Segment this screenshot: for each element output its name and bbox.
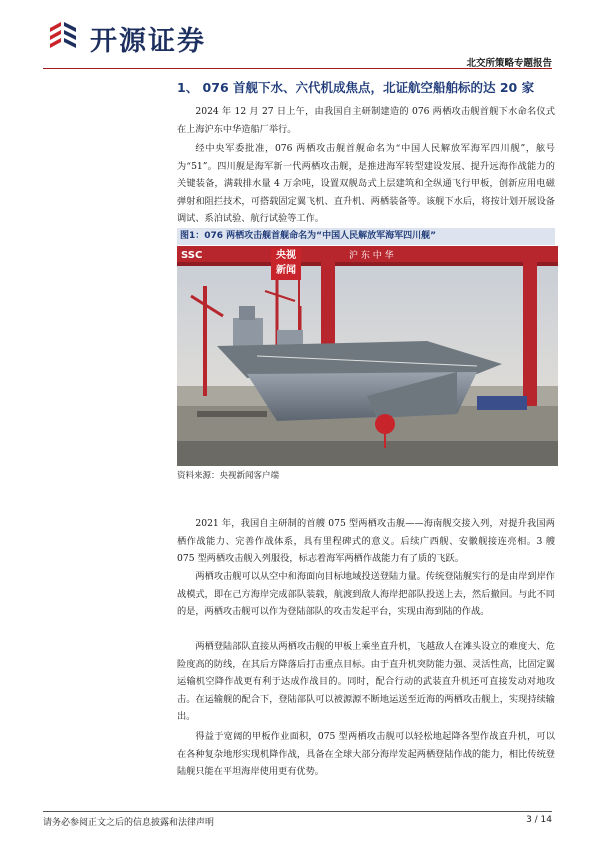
gantry-name-text: 沪 东 中 华 <box>349 251 394 261</box>
header-divider <box>43 68 552 69</box>
brand-logo <box>46 18 221 57</box>
paragraph-4: 两栖攻击舰可以从空中和海面向目标地域投送登陆力量。传统登陆舰实行的是由岸到岸作战模式，即在己方海岸完成部队装载，航渡到敌人海岸把部队投送上去，然后撤回。与此不同的是，两栖攻击舰可以作为登陆部队的攻击发起平台，实现由海到陆的作战。 <box>177 571 555 617</box>
figure-source: 资料来源：央视新闻客户端 <box>177 471 280 481</box>
paragraph-6: 得益于宽阔的甲板作业面积，075 型两栖攻击舰可以轻松地起降各型作战直升机，可以在各种复杂地形实现机降作战，具备在全球大部分海岸发起两栖登陆作战的能力，相比传统登陆舰只能在平坦海岸使用更有优势。 <box>177 731 555 777</box>
paragraph-5: 两栖登陆部队直接从两栖攻击舰的甲板上乘坐直升机，飞越敌人在滩头设立的难度大、危险度高的防线，在其后方降落后打击重点目标。由于直升机突防能力强、灵活性高，比固定翼运输机空降作战更有利于达成作战目的。同时，配合行动的武装直升机还可直接发动对地攻击。在运输舰的配合下，登陆部队可以被源源不断地运送至近海的两栖攻击舰上，实现持续输出。 <box>177 641 555 722</box>
watermark-line-2: 新闻 <box>276 265 296 276</box>
paragraph-1: 2024 年 12 月 27 日上午，由我国自主研制建造的 076 两栖攻击舰首舰下水命名仪式在上海沪东中华造船厂举行。 <box>177 106 555 135</box>
paragraph-3: 2021 年，我国自主研制的首艘 075 型两栖攻击舰——海南舰交接入列，对提升我国两栖作战能力、完善作战体系，具有里程碑式的意义。后续广西舰、安徽舰接连亮相。3 艘 075 型两栖攻击舰入列服役，标志着海军两栖作战能力有了质的飞跃。 <box>177 518 555 564</box>
watermark-line-1: 央视 <box>276 250 296 261</box>
footer-disclaimer: 请务必参阅正文之后的信息披露和法律声明 <box>43 818 215 828</box>
gantry-logo-text: SSC <box>181 250 203 261</box>
ship-launch-photo <box>177 246 558 466</box>
cctv-news-watermark <box>271 248 301 280</box>
page-number: 3 / 14 <box>526 815 552 825</box>
paragraph-2: 经中央军委批准，076 两栖攻击舰首舰命名为“中国人民解放军海军四川舰”，舷号为“51”。四川舰是海军新一代两栖攻击舰，是推进海军转型建设发展、提升远海作战能力的关键装备，满载排水量 4 万余吨，设置双舰岛式上层建筑和全纵通飞行甲板，创新应用电磁弹射和阻拦技术，可搭载固定翼飞机、直升机、两栖装备等。该舰下水后，将按计划开展设备调试、系泊试验、航行试验等工作。 <box>177 143 555 224</box>
footer-divider <box>43 811 552 812</box>
section-title: 1、 076 首舰下水、六代机成焦点，北证航空船舶标的达 20 家 <box>177 80 535 95</box>
report-type: 北交所策略专题报告 <box>466 58 552 69</box>
figure-caption: 图1：076 两栖攻击舰首舰命名为“中国人民解放军海军四川舰” <box>177 228 555 245</box>
brand-name: 开源证券 <box>90 26 206 57</box>
kaiyuan-logo-icon <box>46 18 82 54</box>
